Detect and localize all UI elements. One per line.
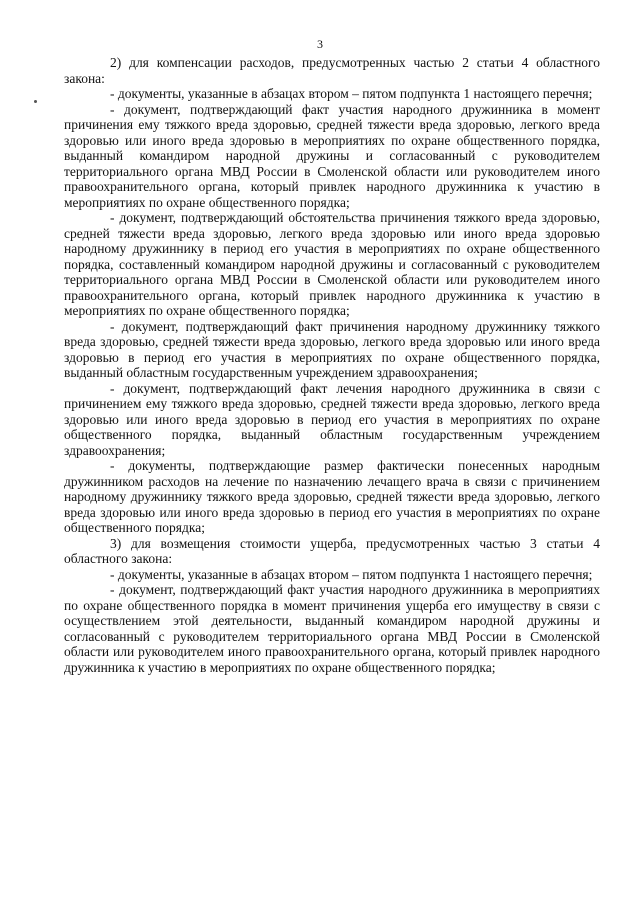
paragraph-item: - документы, указанные в абзацах втором – пятом подпункта 1 настоящего перечня;: [110, 86, 593, 101]
document-body: [64, 55, 600, 675]
paragraph-item: - документ, подтверждающий факт участия народного дружинника в момент причинения ему тяжкого вреда здоровью, средней тяжести вреда здоровью, легкого вреда здоровью или иного вреда здоровью в мероприятиях по охране общественного порядка, выданный командиром народной дружины и согласованный с руководителем территориального органа МВД России в Смоленской области или руководителем иного правоохранительного органа, который привлек народного дружинника к участию в мероприятиях по охране общественного порядка;: [64, 101, 600, 210]
paragraph-item: - документ, подтверждающий обстоятельства причинения тяжкого вреда здоровью, средней тяжести вреда здоровью, легкого вреда здоровью или иного вреда здоровью народному дружиннику в период его участия в мероприятиях по охране общественного порядка, составленный командиром народной дружины и согласованный с руководителем территориального органа МВД России в Смоленской области или руководителем иного правоохранительного органа, который привлек народного дружинника к участию в мероприятиях по охране общественного порядка;: [64, 210, 600, 318]
margin-mark: [34, 100, 37, 103]
paragraph-item: - документы, подтверждающие размер фактически понесенных народным дружинником расходов на лечение по назначению лечащего врача в связи с причинением народному дружиннику тяжкого вреда здоровью, средней тяжести вреда здоровью, легкого вреда здоровью или иного вреда здоровью в период его участия в мероприятиях по охране общественного порядка;: [64, 458, 600, 535]
paragraph-item: - документ, подтверждающий факт участия народного дружинника в мероприятиях по охране общественного порядка в момент причинения ущерба его имуществу в связи с осуществлением этой деятельности, выданный командиром народной дружины и согласованный с руководителем территориального органа МВД России в Смоленской области или руководителем иного правоохранительного органа, который привлек народного дружинника к участию в мероприятиях по охране общественного порядка;: [64, 582, 600, 675]
paragraph-section-2-intro: 2) для компенсации расходов, предусмотренных частью 2 статьи 4 областного закона:: [64, 55, 600, 86]
paragraph-item: - документ, подтверждающий факт лечения народного дружинника в связи с причинением ему тяжкого вреда здоровью, средней тяжести вреда здоровью, легкого вреда здоровью или иного вреда здоровью в период его участия в мероприятиях по охране общественного порядка, выданный областным государственным учреждением здравоохранения;: [64, 380, 600, 458]
paragraph-section-3-intro: 3) для возмещения стоимости ущерба, предусмотренных частью 3 статьи 4 областного закона:: [64, 535, 600, 566]
paragraph-item: - документы, указанные в абзацах втором – пятом подпункта 1 настоящего перечня;: [110, 566, 593, 582]
paragraph-item: - документ, подтверждающий факт причинения народному дружиннику тяжкого вреда здоровью, средней тяжести вреда здоровью, легкого вреда здоровью или иного вреда здоровью в период его участия в мероприятиях по охране общественного порядка, выданный областным государственным учреждением здравоохранения;: [64, 318, 600, 380]
page-number: 3: [317, 37, 323, 51]
